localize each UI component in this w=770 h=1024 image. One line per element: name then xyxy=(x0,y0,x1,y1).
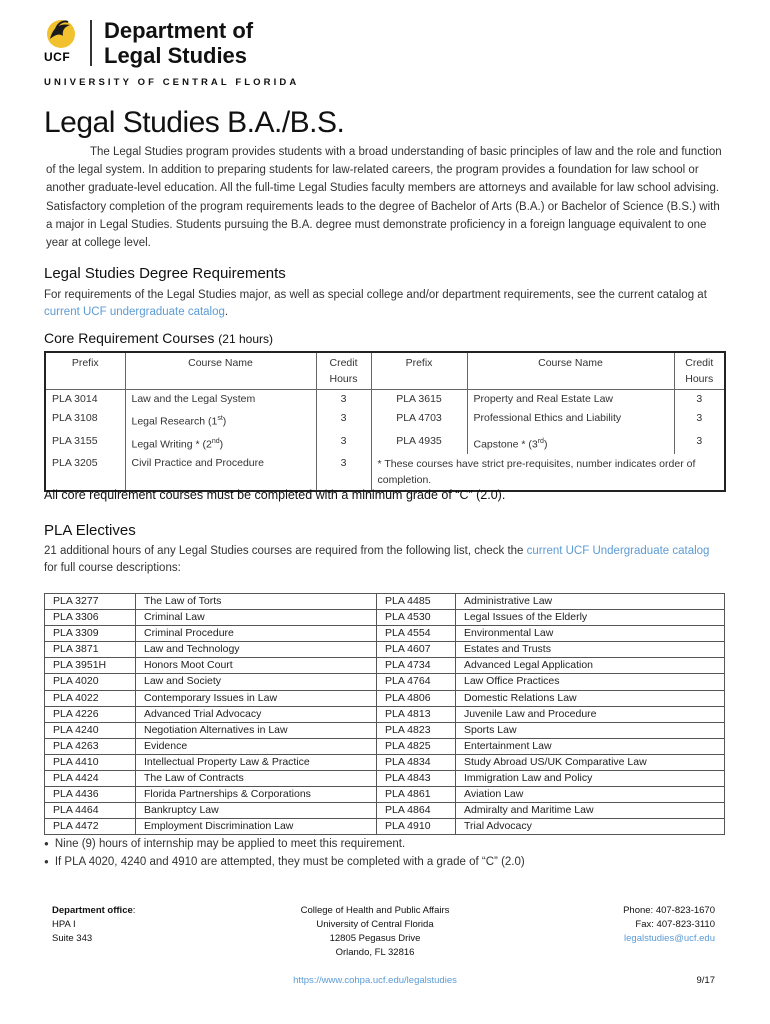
course-name: The Law of Torts xyxy=(136,594,377,610)
course-prefix: PLA 4472 xyxy=(45,819,136,835)
table-row xyxy=(45,610,725,626)
footer-website xyxy=(270,975,480,986)
course-prefix: PLA 4530 xyxy=(377,610,456,626)
website-link[interactable]: https://www.cohpa.ucf.edu/legalstudies xyxy=(293,975,457,986)
course-name: Law Office Practices xyxy=(456,674,725,690)
footer-contact: Phone: 407-823-1670 Fax: 407-823-3110 legalstudies@ucf.edu xyxy=(623,905,715,944)
university-name: UNIVERSITY OF CENTRAL FLORIDA xyxy=(44,77,300,88)
course-name: Law and Society xyxy=(136,674,377,690)
course-prefix: PLA 4864 xyxy=(377,803,456,819)
course-prefix: PLA 4825 xyxy=(377,738,456,754)
page-title: Legal Studies B.A./B.S. xyxy=(44,106,345,139)
course-prefix: PLA 4485 xyxy=(377,594,456,610)
course-name: Evidence xyxy=(136,738,377,754)
course-prefix: PLA 4764 xyxy=(377,674,456,690)
electives-heading: PLA Electives xyxy=(44,522,136,539)
table-row xyxy=(45,803,725,819)
course-prefix: PLA 3277 xyxy=(45,594,136,610)
list-item: ● Nine (9) hours of internship may be applied to meet this requirement. xyxy=(44,835,525,853)
minimum-grade-note: All core requirement courses must be completed with a minimum grade of “C” (2.0). xyxy=(44,488,506,502)
header-credit-hours: Credit Hours xyxy=(316,352,371,390)
list-item: ● If PLA 4020, 4240 and 4910 are attempted, they must be completed with a grade of “C” (2.0) xyxy=(44,853,525,871)
electives-text: 21 additional hours of any Legal Studies courses are required from the following list, check the current UCF Undergraduate catalog for full course descriptions: xyxy=(44,545,710,574)
table-header-row xyxy=(45,352,725,390)
course-name: Environmental Law xyxy=(456,626,725,642)
course-name: Sports Law xyxy=(456,722,725,738)
course-prefix: PLA 4910 xyxy=(377,819,456,835)
table-row: PLA 3205 Civil Practice and Procedure 3 * These courses have strict pre-requisites, number indicates order of completion. xyxy=(45,454,725,491)
course-name: Contemporary Issues in Law xyxy=(136,690,377,706)
footer-office: Department office: HPA I Suite 343 xyxy=(52,905,136,944)
page-number: 9/17 xyxy=(696,975,715,986)
course-prefix: PLA 3306 xyxy=(45,610,136,626)
course-name: Advanced Legal Application xyxy=(456,658,725,674)
core-courses-table xyxy=(44,351,726,492)
course-name: The Law of Contracts xyxy=(136,771,377,787)
catalog-link[interactable]: current UCF undergraduate catalog xyxy=(44,306,225,318)
intro-paragraph: The Legal Studies program provides students with a broad understanding of basic principles of law and the role and function of the legal system. In addition to preparing students for law-related careers, the program provides a foundation for law school or another graduate-level education. All the full-time Legal Studies faculty members are attorneys and available for law school advising. Satisfactory completion of the program requirements leads to the degree of Bachelor of Arts (B.A.) or Bachelor of Science (B.S.) with a major in Legal Studies. Students pursuing the B.A. degree must demonstrate proficiency in a foreign language equivalent to one year at college level. xyxy=(46,146,722,250)
table-row xyxy=(45,594,725,610)
footer-address: College of Health and Public Affairs University of Central Florida 12805 Pegasus Drive Orlando, FL 32816 xyxy=(300,905,450,958)
course-name: Immigration Law and Policy xyxy=(456,771,725,787)
course-prefix: PLA 4861 xyxy=(377,787,456,803)
header-credit-hours: Credit Hours xyxy=(674,352,725,390)
table-row xyxy=(45,819,725,835)
course-prefix: PLA 4263 xyxy=(45,738,136,754)
course-prefix: PLA 4436 xyxy=(45,787,136,803)
degree-requirements-text: For requirements of the Legal Studies major, as well as special college and/or department requirements, see the current catalog at current UCF undergraduate catalog. xyxy=(44,289,707,318)
ucf-pegasus-logo-icon xyxy=(44,17,76,51)
course-name: Administrative Law xyxy=(456,594,725,610)
course-name: Honors Moot Court xyxy=(136,658,377,674)
course-name: Domestic Relations Law xyxy=(456,690,725,706)
course-prefix: PLA 3871 xyxy=(45,642,136,658)
course-prefix: PLA 4843 xyxy=(377,771,456,787)
header-course-name: Course Name xyxy=(125,352,316,390)
course-prefix: PLA 4464 xyxy=(45,803,136,819)
course-prefix: PLA 4020 xyxy=(45,674,136,690)
course-name: Trial Advocacy xyxy=(456,819,725,835)
undergraduate-catalog-link[interactable]: current UCF Undergraduate catalog xyxy=(526,545,710,557)
core-courses-heading: Core Requirement Courses (21 hours) xyxy=(44,330,273,346)
course-name: Legal Issues of the Elderly xyxy=(456,610,725,626)
table-row xyxy=(45,706,725,722)
course-prefix: PLA 3951H xyxy=(45,658,136,674)
course-name: Admiralty and Maritime Law xyxy=(456,803,725,819)
header-prefix: Prefix xyxy=(45,352,125,390)
course-prefix: PLA 4424 xyxy=(45,771,136,787)
course-name: Study Abroad US/UK Comparative Law xyxy=(456,754,725,770)
course-prefix: PLA 3309 xyxy=(45,626,136,642)
course-name: Entertainment Law xyxy=(456,738,725,754)
course-name: Aviation Law xyxy=(456,787,725,803)
electives-notes xyxy=(44,835,525,871)
table-row: PLA 3155 Legal Writing * (2nd) 3 PLA 4935 Capstone * (3rd) 3 xyxy=(45,432,725,455)
course-prefix: PLA 4607 xyxy=(377,642,456,658)
course-prefix: PLA 4813 xyxy=(377,706,456,722)
course-prefix: PLA 4554 xyxy=(377,626,456,642)
table-row xyxy=(45,738,725,754)
table-row xyxy=(45,658,725,674)
email-link[interactable]: legalstudies@ucf.edu xyxy=(624,933,715,944)
header-course-name: Course Name xyxy=(467,352,674,390)
table-row xyxy=(45,787,725,803)
course-prefix: PLA 4806 xyxy=(377,690,456,706)
course-prefix: PLA 4734 xyxy=(377,658,456,674)
prerequisite-note: * These courses have strict pre-requisites, number indicates order of completion. xyxy=(377,458,696,486)
course-name: Bankruptcy Law xyxy=(136,803,377,819)
course-name: Employment Discrimination Law xyxy=(136,819,377,835)
course-name: Juvenile Law and Procedure xyxy=(456,706,725,722)
course-name: Advanced Trial Advocacy xyxy=(136,706,377,722)
course-prefix: PLA 4410 xyxy=(45,754,136,770)
table-row xyxy=(45,690,725,706)
table-row: PLA 3108 Legal Research (1st) 3 PLA 4703 Professional Ethics and Liability 3 xyxy=(45,409,725,432)
course-name: Intellectual Property Law & Practice xyxy=(136,754,377,770)
course-prefix: PLA 4226 xyxy=(45,706,136,722)
course-prefix: PLA 4834 xyxy=(377,754,456,770)
header-prefix: Prefix xyxy=(371,352,467,390)
course-prefix: PLA 4823 xyxy=(377,722,456,738)
course-name: Criminal Procedure xyxy=(136,626,377,642)
course-name: Law and Technology xyxy=(136,642,377,658)
table-row xyxy=(45,626,725,642)
course-prefix: PLA 4022 xyxy=(45,690,136,706)
table-row xyxy=(45,674,725,690)
course-name: Negotiation Alternatives in Law xyxy=(136,722,377,738)
table-row xyxy=(45,771,725,787)
ucf-wordmark: UCF xyxy=(44,50,71,64)
course-name: Criminal Law xyxy=(136,610,377,626)
course-name: Florida Partnerships & Corporations xyxy=(136,787,377,803)
course-prefix: PLA 4240 xyxy=(45,722,136,738)
electives-table xyxy=(44,593,725,835)
table-row: PLA 3014 Law and the Legal System 3 PLA 3615 Property and Real Estate Law 3 xyxy=(45,390,725,410)
table-row xyxy=(45,722,725,738)
logo-divider xyxy=(90,20,92,66)
table-row xyxy=(45,754,725,770)
department-name: Department of Legal Studies xyxy=(104,18,254,68)
degree-requirements-heading: Legal Studies Degree Requirements xyxy=(44,265,286,282)
table-row xyxy=(45,642,725,658)
course-name: Estates and Trusts xyxy=(456,642,725,658)
